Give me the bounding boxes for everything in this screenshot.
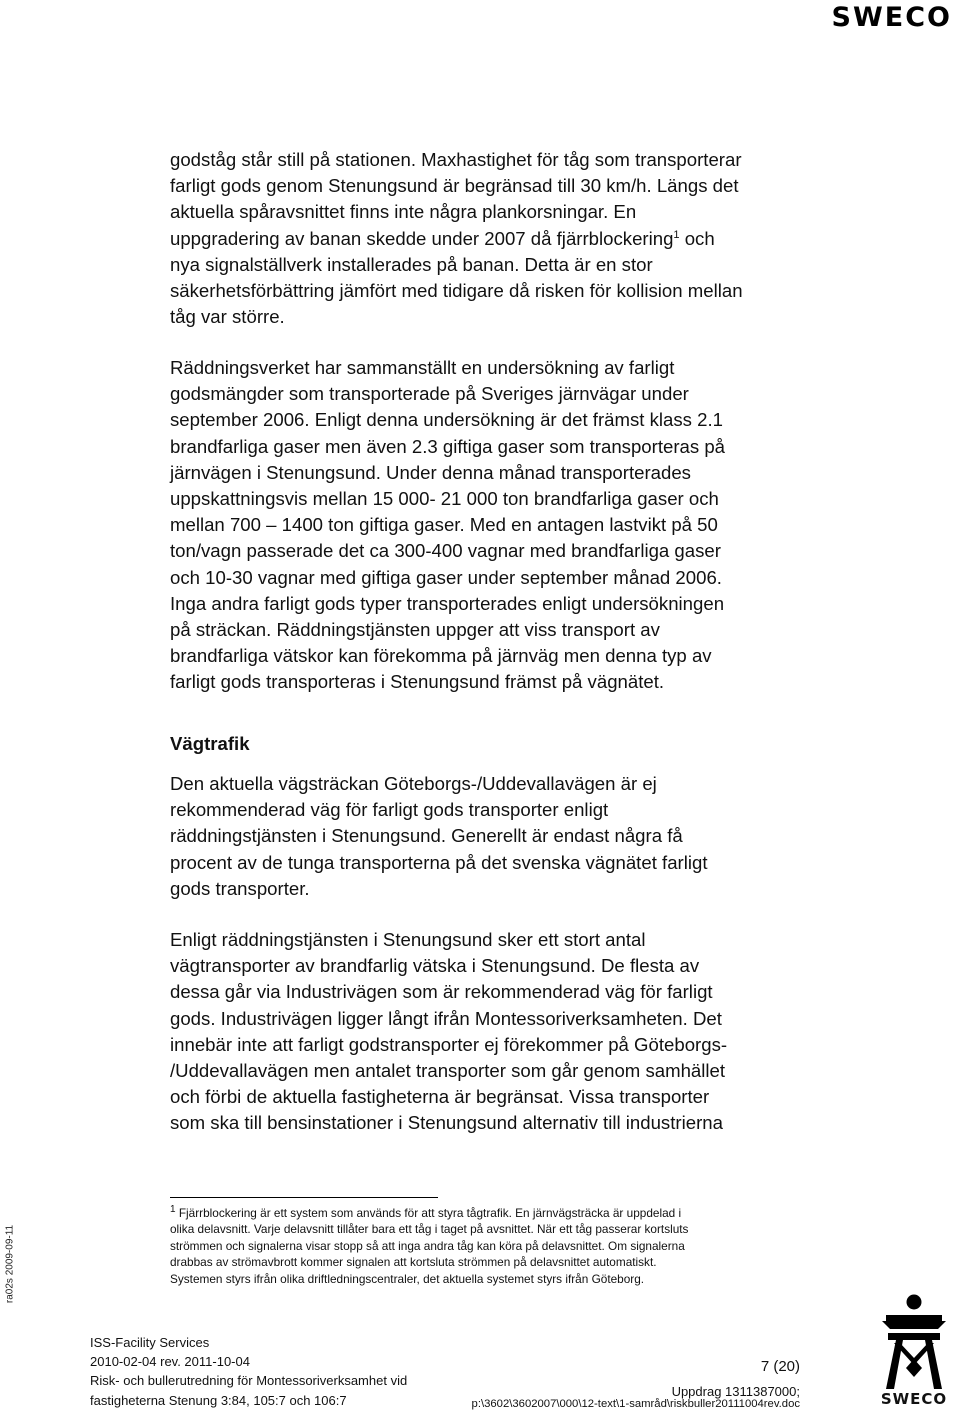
paragraph-road-route bbox=[170, 771, 830, 902]
brand-logo-top: SWECO bbox=[831, 2, 952, 33]
footnote bbox=[170, 1205, 800, 1287]
text-line: Enligt räddningstjänsten i Stenungsund sker ett stort antal bbox=[170, 929, 646, 950]
text-line: och bbox=[679, 227, 715, 249]
text-line: rekommenderad väg för farligt gods transporter enligt bbox=[170, 799, 609, 821]
footnote-line: Fjärrblockering är ett system som används för att styra tågtrafik. En järnvägsträcka är uppdelad i bbox=[175, 1206, 682, 1220]
page-number: 7 (20) bbox=[760, 1358, 800, 1375]
text-line: Räddningsverket har sammanställt en undersökning av farligt bbox=[170, 357, 675, 378]
footer-property: fastigheterna Stenung 3:84, 105:7 och 106:7 bbox=[90, 1392, 347, 1408]
document-path: p:\3602\3602007\000\12-text\1-samråd\riskbuller20111004rev.doc bbox=[471, 1398, 800, 1410]
footnote-line: Systemen styrs ifrån olika driftledningscentraler, det aktuella systemet styrs ifrån Göteborg. bbox=[170, 1271, 645, 1286]
footer-info bbox=[90, 1333, 407, 1410]
text-line: gods transporter. bbox=[170, 877, 310, 899]
section-heading: Vägtrafik bbox=[170, 733, 250, 754]
text-line: innebär inte att farligt godstransporter ej förekommer på Göteborgs- bbox=[170, 1033, 728, 1055]
text-line: gods. Industrivägen ligger långt ifrån Montessoriverksamheten. Det bbox=[170, 1007, 722, 1029]
text-line: och förbi de aktuella fastigheterna är begränsat. Vissa transporter bbox=[170, 1086, 710, 1108]
text-line: uppskattningsvis mellan 15 000- 21 000 ton brandfarliga gaser och bbox=[170, 488, 719, 510]
text-line: och 10-30 vagnar med giftiga gaser under september månad 2006. bbox=[170, 566, 722, 588]
text-line: vägtransporter av brandfarlig vätska i Stenungsund. De flesta av bbox=[170, 955, 700, 977]
text-line: brandfarliga gaser men även 2.3 giftiga gaser som transporteras på bbox=[170, 435, 726, 457]
footer-client: ISS-Facility Services bbox=[90, 1335, 210, 1350]
assignment-number: Uppdrag 1311387000; bbox=[671, 1384, 800, 1399]
text-line: september 2006. Enligt denna undersökning är det främst klass 2.1 bbox=[170, 409, 723, 431]
text-line: räddningstjänsten i Stenungsund. Generellt är endast några få bbox=[170, 825, 683, 847]
text-line: dessa går via Industrivägen som är rekommenderad väg för farligt bbox=[170, 981, 713, 1003]
footnote-line: olika delavsnitt. Varje delavsnitt tillåter bara ett tåg i taget på avsnittet. När ett tåg passerar kortsluts bbox=[170, 1222, 689, 1237]
text-line: farligt gods genom Stenungsund är begränsad till 30 km/h. Längs det bbox=[170, 175, 739, 197]
paragraph-road-transports bbox=[170, 927, 830, 1137]
text-line: på sträckan. Räddningstjänsten uppger att viss transport av bbox=[170, 619, 660, 641]
text-line: järnvägen i Stenungsund. Under denna månad transporterades bbox=[170, 461, 691, 483]
text-line: som ska till bensinstationer i Stenungsund alternativ till industrierna bbox=[170, 1112, 723, 1134]
footnote-ref: 1 bbox=[673, 228, 680, 241]
text-line: säkerhetsförbättring jämfört med tidigare då risken för kollision mellan bbox=[170, 280, 743, 302]
paragraph-railway-safety bbox=[170, 147, 830, 330]
footnote-line: drabbas av strömavbrott kommer signalen att kortsluta strömmen på delavsnittet automatiskt. bbox=[170, 1255, 657, 1270]
text-line: uppgradering av banan skedde under 2007 då fjärrblockering bbox=[170, 227, 674, 249]
text-line: /Uddevallavägen men antalet transporter som går genom samhället bbox=[170, 1060, 726, 1082]
template-code bbox=[2, 1218, 18, 1310]
text-line: nya signalställverk installerades på banan. Detta är en stor bbox=[170, 253, 653, 275]
paragraph-dangerous-goods-survey bbox=[170, 355, 830, 696]
text-line: mellan 700 – 1400 ton giftiga gaser. Med en antagen lastvikt på 50 bbox=[170, 514, 718, 536]
text-line: tåg var större. bbox=[170, 306, 285, 328]
text-line: procent av de tunga transporterna på det svenska vägnätet farligt bbox=[170, 851, 708, 873]
footer-report-title: Risk- och bullerutredning för Montessoriverksamhet vid bbox=[90, 1373, 408, 1389]
footer-date: 2010-02-04 rev. 2011-10-04 bbox=[90, 1354, 250, 1370]
text-line: ton/vagn passerade det ca 300-400 vagnar med brandfarliga gaser bbox=[170, 540, 721, 562]
text-line: farligt gods transporteras i Stenungsund främst på vägnätet. bbox=[170, 671, 665, 693]
template-code-text: ra02s 2009-09-11 bbox=[4, 1224, 16, 1304]
text-line: Den aktuella vägsträckan Göteborgs-/Uddevallavägen är ej bbox=[170, 773, 657, 794]
footnote-marker: 1 bbox=[170, 1204, 176, 1216]
text-line: aktuella spåravsnittet finns inte några plankorsningar. En bbox=[170, 201, 637, 223]
text-line: brandfarliga vätskor kan förekomma på järnväg men denna typ av bbox=[170, 645, 712, 667]
sweco-logo-icon bbox=[876, 1293, 952, 1393]
footnote-divider bbox=[170, 1197, 438, 1198]
footnote-line: strömmen och signalerna visar stopp så att inga andra tåg kan köra på delavsnittet. Om signalerna bbox=[170, 1238, 685, 1253]
text-line: Inga andra farligt gods typer transporterades enligt undersökningen bbox=[170, 592, 725, 614]
text-line: godståg står still på stationen. Maxhastighet för tåg som transporterar bbox=[170, 149, 742, 170]
text-line: godsmängder som transporterade på Sveriges järnvägar under bbox=[170, 383, 689, 405]
sweco-logo-text: SWECO bbox=[880, 1390, 948, 1408]
